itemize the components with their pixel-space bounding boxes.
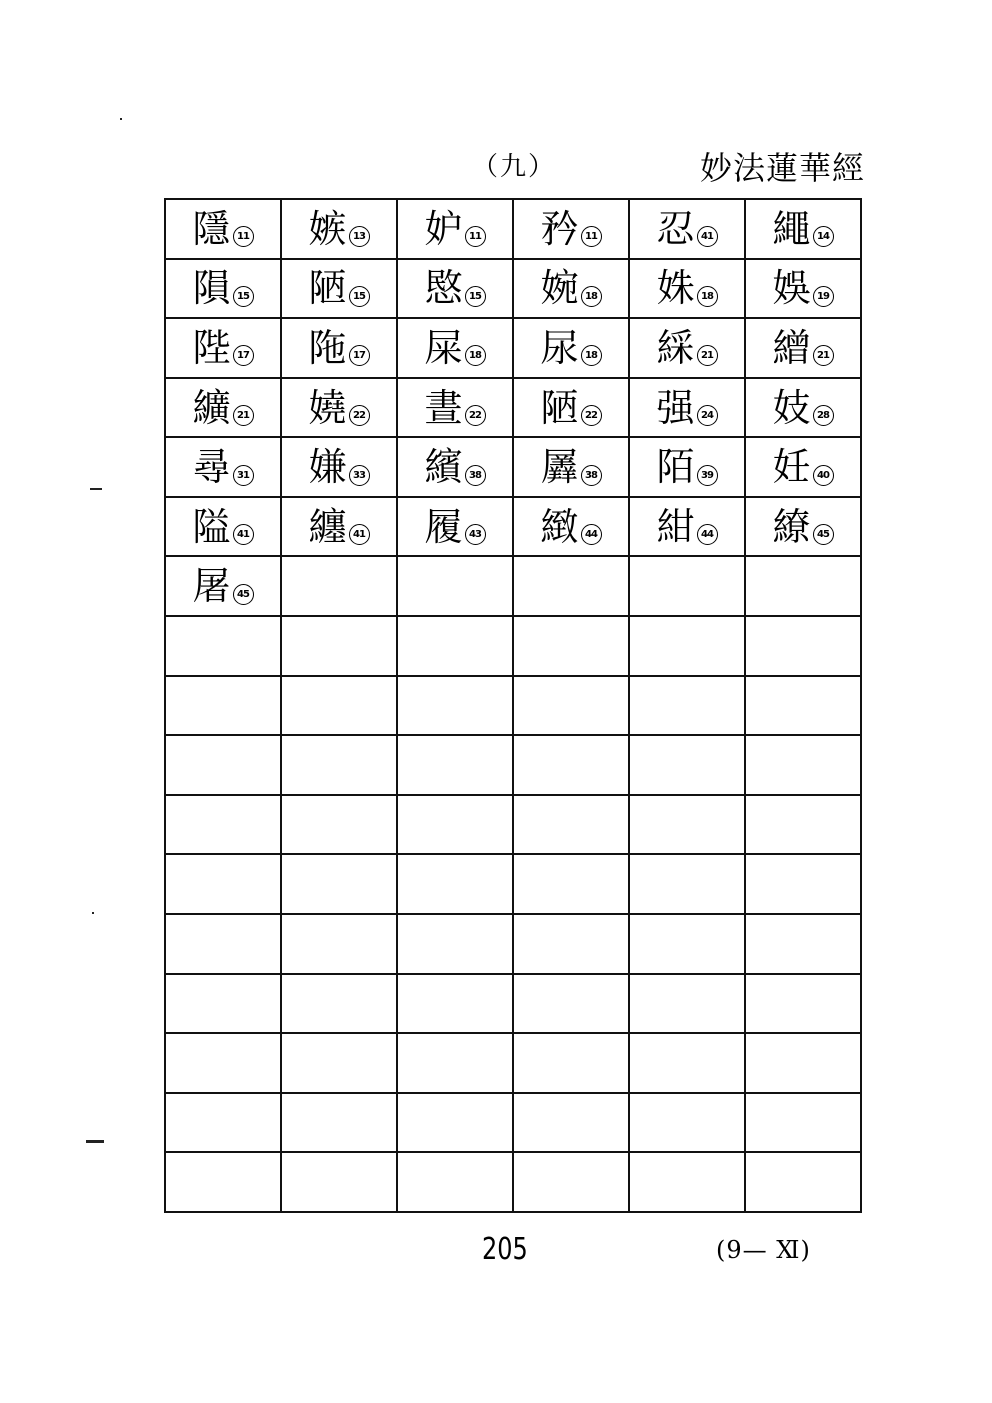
grid-cell	[165, 318, 281, 378]
character: 陁	[308, 325, 347, 370]
grid-cell	[397, 199, 513, 259]
empty-cell	[281, 1152, 397, 1212]
circled-line-number: 21	[697, 345, 718, 366]
character: 嫉	[308, 206, 347, 251]
empty-cell	[629, 854, 745, 914]
grid-row	[165, 497, 861, 557]
character: 陋	[540, 385, 579, 430]
empty-grid-row	[165, 914, 861, 974]
character: 綵	[656, 325, 695, 370]
empty-cell	[629, 974, 745, 1034]
circled-line-number: 18	[697, 286, 718, 307]
circled-line-number: 40	[813, 465, 834, 486]
circled-line-number: 14	[813, 226, 834, 247]
circled-line-number: 33	[349, 465, 370, 486]
empty-grid-row	[165, 854, 861, 914]
grid-row	[165, 259, 861, 319]
empty-cell	[745, 974, 861, 1034]
grid-row	[165, 437, 861, 497]
empty-cell	[629, 1033, 745, 1093]
grid-cell	[281, 259, 397, 319]
grid-cell	[397, 318, 513, 378]
grid-cell	[281, 318, 397, 378]
section-number: （九）	[472, 152, 557, 182]
scan-speck	[90, 488, 102, 490]
empty-grid-row	[165, 616, 861, 676]
grid-cell	[397, 497, 513, 557]
empty-cell	[281, 1033, 397, 1093]
grid-cell	[397, 378, 513, 438]
grid-cell	[513, 497, 629, 557]
empty-cell	[165, 1033, 281, 1093]
circled-line-number: 15	[465, 286, 486, 307]
grid-cell	[165, 437, 281, 497]
character-grid	[164, 198, 862, 1213]
empty-cell	[745, 854, 861, 914]
character: 陋	[308, 266, 347, 311]
character: 愍	[424, 266, 463, 311]
circled-line-number: 22	[349, 405, 370, 426]
grid-cell	[745, 378, 861, 438]
scan-speck	[120, 118, 122, 120]
empty-cell	[397, 795, 513, 855]
empty-cell	[281, 676, 397, 736]
circled-line-number: 19	[813, 286, 834, 307]
grid-cell	[745, 556, 861, 616]
page-code: (9— Ⅺ)	[716, 1236, 811, 1264]
circled-line-number: 17	[349, 345, 370, 366]
grid-cell	[513, 259, 629, 319]
empty-cell	[281, 1093, 397, 1153]
grid-cell	[165, 497, 281, 557]
circled-line-number: 41	[697, 226, 718, 247]
grid-cell	[165, 556, 281, 616]
empty-cell	[745, 676, 861, 736]
circled-line-number: 17	[233, 345, 254, 366]
circled-line-number: 28	[813, 405, 834, 426]
empty-cell	[397, 616, 513, 676]
empty-cell	[629, 1093, 745, 1153]
character: 紺	[656, 504, 695, 549]
character: 嬈	[308, 385, 347, 430]
circled-line-number: 11	[233, 226, 254, 247]
empty-cell	[281, 795, 397, 855]
circled-line-number: 21	[233, 405, 254, 426]
character: 繒	[772, 325, 811, 370]
grid-cell	[629, 437, 745, 497]
character: 繚	[772, 504, 811, 549]
grid-cell	[629, 497, 745, 557]
empty-cell	[513, 914, 629, 974]
empty-cell	[745, 1093, 861, 1153]
circled-line-number: 41	[233, 524, 254, 545]
circled-line-number: 45	[233, 584, 254, 605]
character: 屎	[424, 325, 463, 370]
character: 羼	[540, 445, 579, 490]
grid-cell	[281, 437, 397, 497]
empty-cell	[629, 676, 745, 736]
character: 緻	[540, 504, 579, 549]
character: 尿	[540, 325, 579, 370]
grid-cell	[745, 497, 861, 557]
character: 妓	[772, 385, 811, 430]
empty-cell	[745, 1152, 861, 1212]
empty-cell	[513, 676, 629, 736]
character: 纊	[192, 385, 231, 430]
circled-line-number: 45	[813, 524, 834, 545]
character: 姝	[656, 266, 695, 311]
grid-cell	[397, 259, 513, 319]
character: 娛	[772, 266, 811, 311]
empty-cell	[397, 854, 513, 914]
empty-cell	[165, 676, 281, 736]
empty-cell	[513, 795, 629, 855]
circled-line-number: 15	[349, 286, 370, 307]
character: 陛	[192, 325, 231, 370]
empty-cell	[629, 1152, 745, 1212]
circled-line-number: 18	[465, 345, 486, 366]
grid-cell	[629, 556, 745, 616]
character: 嫌	[308, 445, 347, 490]
empty-cell	[745, 795, 861, 855]
grid-cell	[397, 556, 513, 616]
empty-cell	[745, 616, 861, 676]
grid-row	[165, 199, 861, 259]
grid-cell	[281, 556, 397, 616]
circled-line-number: 41	[349, 524, 370, 545]
grid-cell	[281, 378, 397, 438]
empty-grid-row	[165, 974, 861, 1034]
empty-cell	[745, 735, 861, 795]
empty-cell	[513, 974, 629, 1034]
empty-cell	[513, 616, 629, 676]
empty-grid-row	[165, 1033, 861, 1093]
character: 屠	[192, 564, 231, 609]
empty-grid-row	[165, 735, 861, 795]
grid-cell	[397, 437, 513, 497]
grid-cell	[165, 378, 281, 438]
character: 陌	[656, 445, 695, 490]
empty-cell	[397, 974, 513, 1034]
circled-line-number: 24	[697, 405, 718, 426]
character: 婉	[540, 266, 579, 311]
empty-cell	[629, 616, 745, 676]
empty-cell	[513, 735, 629, 795]
circled-line-number: 44	[697, 524, 718, 545]
grid-row	[165, 378, 861, 438]
character: 纏	[308, 504, 347, 549]
character: 履	[424, 504, 463, 549]
circled-line-number: 13	[349, 226, 370, 247]
empty-cell	[513, 854, 629, 914]
empty-cell	[165, 974, 281, 1034]
circled-line-number: 38	[581, 465, 602, 486]
empty-cell	[281, 974, 397, 1034]
empty-cell	[745, 914, 861, 974]
circled-line-number: 21	[813, 345, 834, 366]
empty-cell	[165, 735, 281, 795]
circled-line-number: 11	[581, 226, 602, 247]
empty-cell	[397, 1152, 513, 1212]
circled-line-number: 43	[465, 524, 486, 545]
grid-cell	[745, 199, 861, 259]
grid-row	[165, 318, 861, 378]
empty-cell	[397, 914, 513, 974]
circled-line-number: 18	[581, 286, 602, 307]
character: 隕	[192, 266, 231, 311]
grid-cell	[281, 199, 397, 259]
empty-grid-row	[165, 676, 861, 736]
grid-cell	[629, 318, 745, 378]
circled-line-number: 22	[465, 405, 486, 426]
empty-cell	[165, 914, 281, 974]
grid-cell	[513, 556, 629, 616]
circled-line-number: 39	[697, 465, 718, 486]
grid-cell	[745, 259, 861, 319]
grid-cell	[629, 199, 745, 259]
grid-cell	[513, 437, 629, 497]
scan-speck	[86, 1140, 104, 1143]
grid-cell	[513, 199, 629, 259]
empty-cell	[281, 854, 397, 914]
empty-grid-row	[165, 1093, 861, 1153]
character: 繩	[772, 206, 811, 251]
character: 妒	[424, 206, 463, 251]
circled-line-number: 15	[233, 286, 254, 307]
grid-cell	[745, 437, 861, 497]
empty-cell	[397, 1033, 513, 1093]
empty-cell	[629, 914, 745, 974]
scan-speck	[92, 912, 94, 914]
circled-line-number: 31	[233, 465, 254, 486]
empty-cell	[513, 1033, 629, 1093]
grid-cell	[513, 378, 629, 438]
sutra-title: 妙法蓮華經	[700, 149, 866, 187]
empty-cell	[165, 616, 281, 676]
empty-cell	[165, 1152, 281, 1212]
empty-grid-row	[165, 795, 861, 855]
empty-cell	[397, 735, 513, 795]
character: 忍	[656, 206, 695, 251]
character: 晝	[424, 385, 463, 430]
grid-cell	[513, 318, 629, 378]
page-number: 205	[482, 1232, 528, 1267]
empty-grid-row	[165, 1152, 861, 1212]
grid-cell	[281, 497, 397, 557]
character: 隘	[192, 504, 231, 549]
character: 强	[656, 385, 695, 430]
empty-cell	[281, 735, 397, 795]
character: 妊	[772, 445, 811, 490]
circled-line-number: 38	[465, 465, 486, 486]
empty-cell	[745, 1033, 861, 1093]
circled-line-number: 11	[465, 226, 486, 247]
empty-cell	[165, 854, 281, 914]
circled-line-number: 18	[581, 345, 602, 366]
empty-cell	[629, 795, 745, 855]
empty-cell	[397, 1093, 513, 1153]
character: 尋	[192, 445, 231, 490]
grid-row	[165, 556, 861, 616]
empty-cell	[281, 616, 397, 676]
grid-cell	[629, 259, 745, 319]
grid-cell	[165, 199, 281, 259]
empty-cell	[165, 795, 281, 855]
circled-line-number: 22	[581, 405, 602, 426]
grid-cell	[629, 378, 745, 438]
empty-cell	[281, 914, 397, 974]
character: 繽	[424, 445, 463, 490]
empty-cell	[629, 735, 745, 795]
circled-line-number: 44	[581, 524, 602, 545]
grid-cell	[745, 318, 861, 378]
character: 矜	[540, 206, 579, 251]
empty-cell	[513, 1093, 629, 1153]
grid-cell	[165, 259, 281, 319]
empty-cell	[397, 676, 513, 736]
empty-cell	[165, 1093, 281, 1153]
character: 隱	[192, 206, 231, 251]
empty-cell	[513, 1152, 629, 1212]
